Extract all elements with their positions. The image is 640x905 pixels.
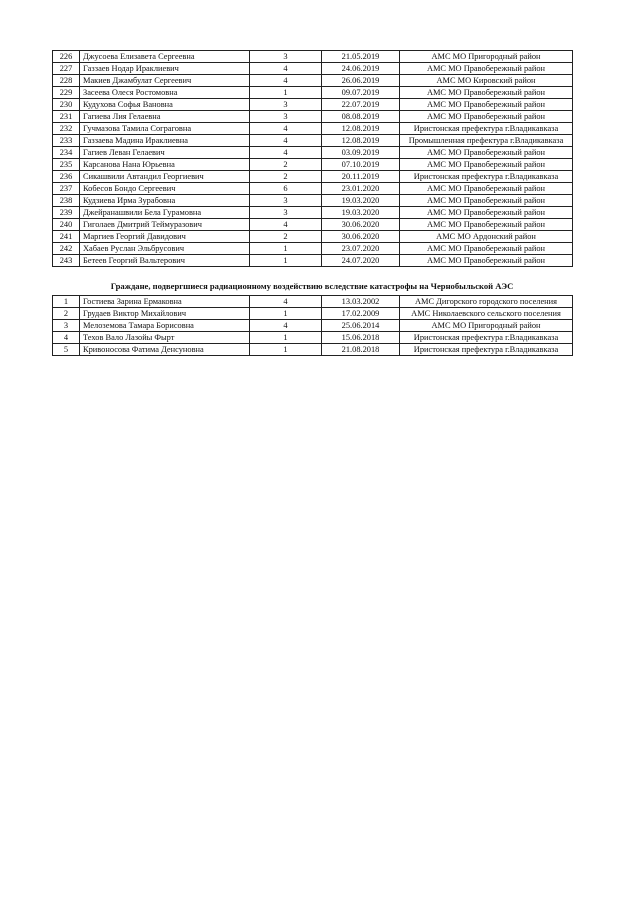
full-name-cell: Гучмазова Тамила Сограговна bbox=[80, 123, 250, 135]
family-size-cell: 1 bbox=[250, 332, 322, 344]
table-row bbox=[53, 63, 573, 75]
family-size-cell: 4 bbox=[250, 147, 322, 159]
row-number-cell: 237 bbox=[53, 183, 80, 195]
registration-date-cell: 17.02.2009 bbox=[322, 308, 400, 320]
family-size-cell: 3 bbox=[250, 195, 322, 207]
table-row bbox=[53, 123, 573, 135]
registration-date-cell: 20.11.2019 bbox=[322, 171, 400, 183]
family-size-cell: 4 bbox=[250, 219, 322, 231]
registration-date-cell: 30.06.2020 bbox=[322, 231, 400, 243]
full-name-cell: Газзаев Нодар Ираклиевич bbox=[80, 63, 250, 75]
table-row bbox=[53, 75, 573, 87]
table-row bbox=[53, 320, 573, 332]
full-name-cell: Техов Вало Лазойы Фырт bbox=[80, 332, 250, 344]
registration-date-cell: 12.08.2019 bbox=[322, 135, 400, 147]
organization-cell: Иристонская префектура г.Владикавказа bbox=[400, 171, 573, 183]
row-number-cell: 226 bbox=[53, 51, 80, 63]
organization-cell: АМС МО Пригородный район bbox=[400, 320, 573, 332]
table-row bbox=[53, 344, 573, 356]
full-name-cell: Макиев Джамбулат Сергеевич bbox=[80, 75, 250, 87]
full-name-cell: Гагиева Лия Гелаевна bbox=[80, 111, 250, 123]
family-size-cell: 2 bbox=[250, 171, 322, 183]
beneficiaries-table-body bbox=[53, 51, 573, 267]
organization-cell: АМС МО Правобережный район bbox=[400, 147, 573, 159]
full-name-cell: Карсанова Нана Юрьевна bbox=[80, 159, 250, 171]
registration-date-cell: 13.03.2002 bbox=[322, 296, 400, 308]
organization-cell: АМС МО Ардонский район bbox=[400, 231, 573, 243]
registration-date-cell: 21.05.2019 bbox=[322, 51, 400, 63]
registration-date-cell: 24.06.2019 bbox=[322, 63, 400, 75]
row-number-cell: 4 bbox=[53, 332, 80, 344]
full-name-cell: Кудзиева Ирма Зурабовна bbox=[80, 195, 250, 207]
row-number-cell: 5 bbox=[53, 344, 80, 356]
registration-date-cell: 08.08.2019 bbox=[322, 111, 400, 123]
organization-cell: АМС МО Правобережный район bbox=[400, 99, 573, 111]
organization-cell: Иристонская префектура г.Владикавказа bbox=[400, 123, 573, 135]
row-number-cell: 239 bbox=[53, 207, 80, 219]
row-number-cell: 228 bbox=[53, 75, 80, 87]
registration-date-cell: 30.06.2020 bbox=[322, 219, 400, 231]
organization-cell: АМС МО Правобережный район bbox=[400, 183, 573, 195]
table-row bbox=[53, 171, 573, 183]
full-name-cell: Мелоземова Тамара Борисовна bbox=[80, 320, 250, 332]
full-name-cell: Хабаев Руслан Эльбрусович bbox=[80, 243, 250, 255]
table-row bbox=[53, 135, 573, 147]
family-size-cell: 4 bbox=[250, 75, 322, 87]
organization-cell: АМС МО Правобережный район bbox=[400, 87, 573, 99]
organization-cell: Иристонская префектура г.Владикавказа bbox=[400, 332, 573, 344]
row-number-cell: 233 bbox=[53, 135, 80, 147]
table-row bbox=[53, 99, 573, 111]
registration-date-cell: 24.07.2020 bbox=[322, 255, 400, 267]
row-number-cell: 229 bbox=[53, 87, 80, 99]
organization-cell: АМС МО Пригородный район bbox=[400, 51, 573, 63]
organization-cell: АМС МО Правобережный район bbox=[400, 243, 573, 255]
full-name-cell: Кудухова Софья Вановна bbox=[80, 99, 250, 111]
family-size-cell: 6 bbox=[250, 183, 322, 195]
registration-date-cell: 19.03.2020 bbox=[322, 207, 400, 219]
row-number-cell: 2 bbox=[53, 308, 80, 320]
full-name-cell: Засеева Олеся Ростомовна bbox=[80, 87, 250, 99]
row-number-cell: 231 bbox=[53, 111, 80, 123]
family-size-cell: 2 bbox=[250, 231, 322, 243]
family-size-cell: 4 bbox=[250, 63, 322, 75]
family-size-cell: 1 bbox=[250, 255, 322, 267]
full-name-cell: Гагиев Леван Гелаевич bbox=[80, 147, 250, 159]
full-name-cell: Бетеев Георгий Вальтерович bbox=[80, 255, 250, 267]
table-row bbox=[53, 332, 573, 344]
family-size-cell: 2 bbox=[250, 159, 322, 171]
row-number-cell: 241 bbox=[53, 231, 80, 243]
table-row bbox=[53, 255, 573, 267]
full-name-cell: Джейранашвили Бела Гурамовна bbox=[80, 207, 250, 219]
full-name-cell: Кобесов Бондо Сергеевич bbox=[80, 183, 250, 195]
organization-cell: АМС МО Правобережный район bbox=[400, 219, 573, 231]
family-size-cell: 3 bbox=[250, 111, 322, 123]
table-row bbox=[53, 231, 573, 243]
table-row bbox=[53, 219, 573, 231]
row-number-cell: 242 bbox=[53, 243, 80, 255]
row-number-cell: 230 bbox=[53, 99, 80, 111]
full-name-cell: Грудаев Виктор Михайлович bbox=[80, 308, 250, 320]
organization-cell: АМС Дигорского городского поселения bbox=[400, 296, 573, 308]
table-row bbox=[53, 243, 573, 255]
table-row bbox=[53, 195, 573, 207]
family-size-cell: 4 bbox=[250, 320, 322, 332]
family-size-cell: 4 bbox=[250, 123, 322, 135]
family-size-cell: 4 bbox=[250, 135, 322, 147]
registration-date-cell: 07.10.2019 bbox=[322, 159, 400, 171]
registration-date-cell: 12.08.2019 bbox=[322, 123, 400, 135]
registration-date-cell: 22.07.2019 bbox=[322, 99, 400, 111]
section-title: Граждане, подвергшиеся радиационному воздействию вследствие катастрофы на Чернобыльской АЭС bbox=[110, 281, 514, 291]
family-size-cell: 4 bbox=[250, 296, 322, 308]
row-number-cell: 240 bbox=[53, 219, 80, 231]
family-size-cell: 1 bbox=[250, 308, 322, 320]
organization-cell: АМС МО Правобережный район bbox=[400, 159, 573, 171]
registration-date-cell: 26.06.2019 bbox=[322, 75, 400, 87]
registration-date-cell: 19.03.2020 bbox=[322, 195, 400, 207]
row-number-cell: 243 bbox=[53, 255, 80, 267]
organization-cell: АМС МО Правобережный район bbox=[400, 111, 573, 123]
family-size-cell: 3 bbox=[250, 207, 322, 219]
organization-cell: АМС МО Кировский район bbox=[400, 75, 573, 87]
table-row bbox=[53, 159, 573, 171]
full-name-cell: Кривоносова Фатима Денсуновна bbox=[80, 344, 250, 356]
registration-date-cell: 15.06.2018 bbox=[322, 332, 400, 344]
table-row bbox=[53, 296, 573, 308]
row-number-cell: 1 bbox=[53, 296, 80, 308]
family-size-cell: 1 bbox=[250, 243, 322, 255]
registration-date-cell: 23.07.2020 bbox=[322, 243, 400, 255]
organization-cell: АМС МО Правобережный район bbox=[400, 255, 573, 267]
row-number-cell: 236 bbox=[53, 171, 80, 183]
full-name-cell: Гиголаев Дмитрий Теймуразович bbox=[80, 219, 250, 231]
family-size-cell: 1 bbox=[250, 87, 322, 99]
chernobyl-table-body bbox=[53, 296, 573, 356]
registration-date-cell: 09.07.2019 bbox=[322, 87, 400, 99]
table-row bbox=[53, 308, 573, 320]
organization-cell: АМС МО Правобережный район bbox=[400, 195, 573, 207]
full-name-cell: Сикашвили Автандил Георгиевич bbox=[80, 171, 250, 183]
table-row bbox=[53, 111, 573, 123]
registration-date-cell: 23.01.2020 bbox=[322, 183, 400, 195]
family-size-cell: 3 bbox=[250, 99, 322, 111]
row-number-cell: 234 bbox=[53, 147, 80, 159]
organization-cell: Промышленная префектура г.Владикавказа bbox=[400, 135, 573, 147]
organization-cell: Иристонская префектура г.Владикавказа bbox=[400, 344, 573, 356]
row-number-cell: 3 bbox=[53, 320, 80, 332]
registration-date-cell: 21.08.2018 bbox=[322, 344, 400, 356]
beneficiaries-table bbox=[52, 50, 573, 267]
full-name-cell: Гостиева Зарина Ермаковна bbox=[80, 296, 250, 308]
registration-date-cell: 03.09.2019 bbox=[322, 147, 400, 159]
full-name-cell: Джусоева Елизавета Сергеевна bbox=[80, 51, 250, 63]
table-row bbox=[53, 147, 573, 159]
table-row bbox=[53, 51, 573, 63]
chernobyl-table bbox=[52, 295, 573, 356]
full-name-cell: Газзаева Мадина Ираклиевна bbox=[80, 135, 250, 147]
organization-cell: АМС МО Правобережный район bbox=[400, 63, 573, 75]
registration-date-cell: 25.06.2014 bbox=[322, 320, 400, 332]
row-number-cell: 238 bbox=[53, 195, 80, 207]
row-number-cell: 227 bbox=[53, 63, 80, 75]
full-name-cell: Маргиев Георгий Давидович bbox=[80, 231, 250, 243]
family-size-cell: 3 bbox=[250, 51, 322, 63]
table-row bbox=[53, 207, 573, 219]
organization-cell: АМС МО Правобережный район bbox=[400, 207, 573, 219]
row-number-cell: 235 bbox=[53, 159, 80, 171]
table-row bbox=[53, 87, 573, 99]
table-row bbox=[53, 183, 573, 195]
family-size-cell: 1 bbox=[250, 344, 322, 356]
row-number-cell: 232 bbox=[53, 123, 80, 135]
organization-cell: АМС Николаевского сельского поселения bbox=[400, 308, 573, 320]
